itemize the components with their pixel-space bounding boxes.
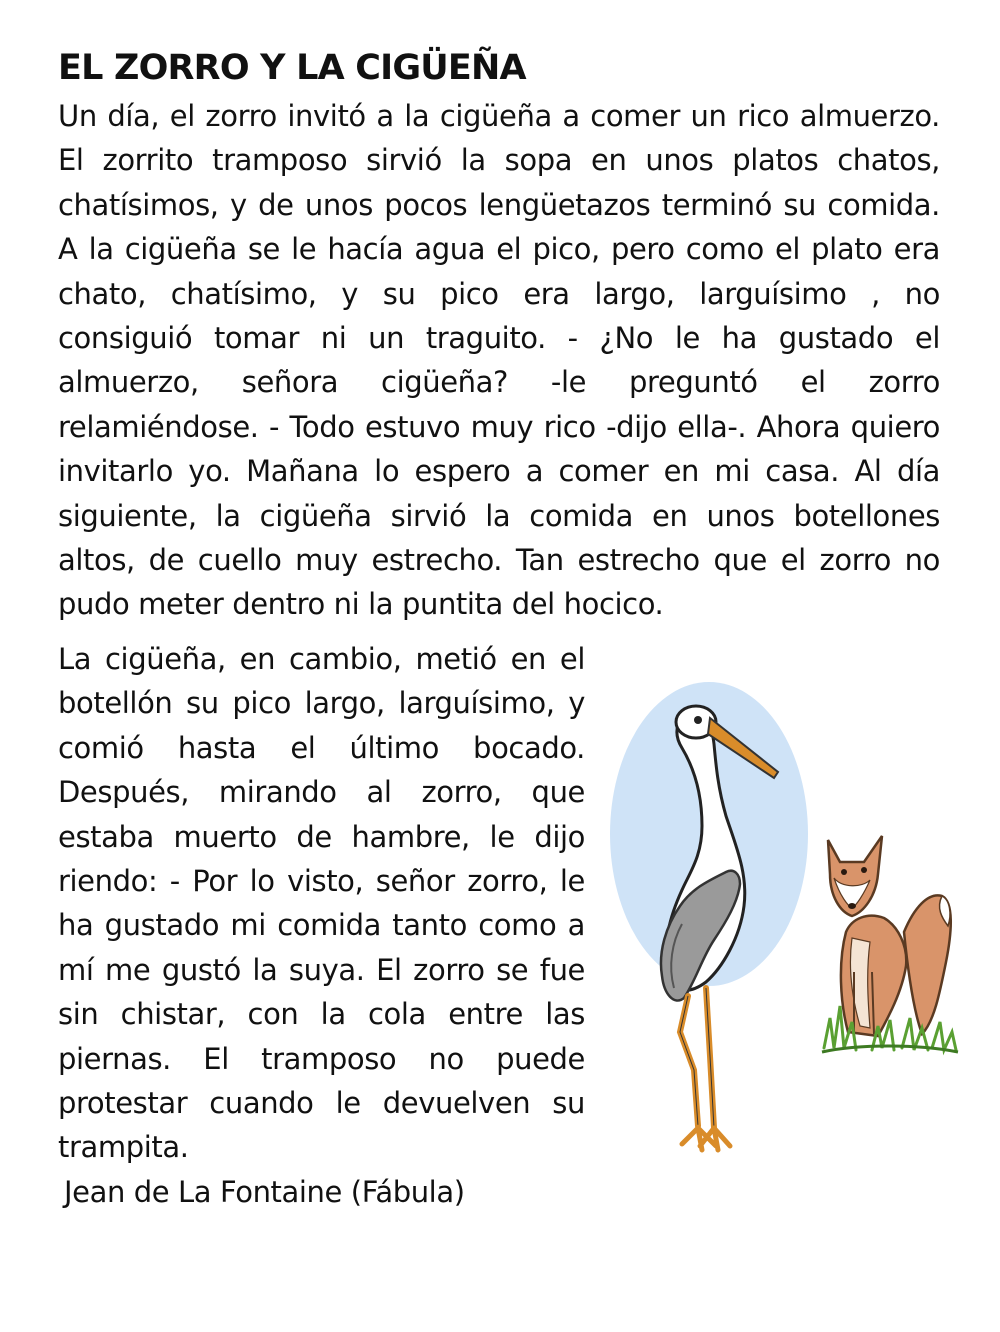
- fox-eye-right: [861, 867, 867, 873]
- author-credit: Jean de La Fontaine (Fábula): [64, 1175, 465, 1209]
- story-paragraph-2: La cigüeña, en cambio, metió en el botellón su pico largo, larguísimo, y comió hasta el último bocado. Después, mirando al zorro, que estaba muerto de hambre, le dijo riendo: - Por lo visto, señor zorro, le ha gustado mi comida tanto como a mí me gustó la suya. El zorro se fue sin chistar, con la cola entre las piernas. El tramposo no puede protestar cuando le devuelven su trampita.: [58, 642, 585, 1165]
- stork-illustration: [598, 676, 820, 1162]
- stork-eye: [694, 716, 702, 724]
- page-title: EL ZORRO Y LA CIGÜEÑA: [58, 48, 526, 88]
- story-paragraph-1: Un día, el zorro invitó a la cigüeña a comer un rico almuerzo. El zorrito tramposo sirvió la sopa en unos platos chatos, chatísimos, y de unos pocos lengüetazos terminó su comida. A la cigüeña se le hacía agua el pico, pero como el plato era chato, chatísimo, y su pico era largo, larguísimo , no consiguió tomar ni un traguito. - ¿No le ha gustado el almuerzo, señora cigüeña? -le preguntó el zorro relamiéndose. - Todo estuvo muy rico -dijo ella-. Ahora quiero invitarlo yo. Mañana lo espero a comer en mi casa. Al día siguiente, la cigüeña sirvió la comida en unos botellones altos, de cuello muy estrecho. Tan estrecho que el zorro no pudo meter dentro ni la puntita del hocico.: [58, 99, 940, 622]
- stork-feet: [682, 1128, 730, 1150]
- fox-illustration: [818, 822, 960, 1062]
- stork-leg-left: [680, 996, 698, 1126]
- fox-eye-left: [841, 869, 847, 875]
- fox-nose: [848, 903, 856, 909]
